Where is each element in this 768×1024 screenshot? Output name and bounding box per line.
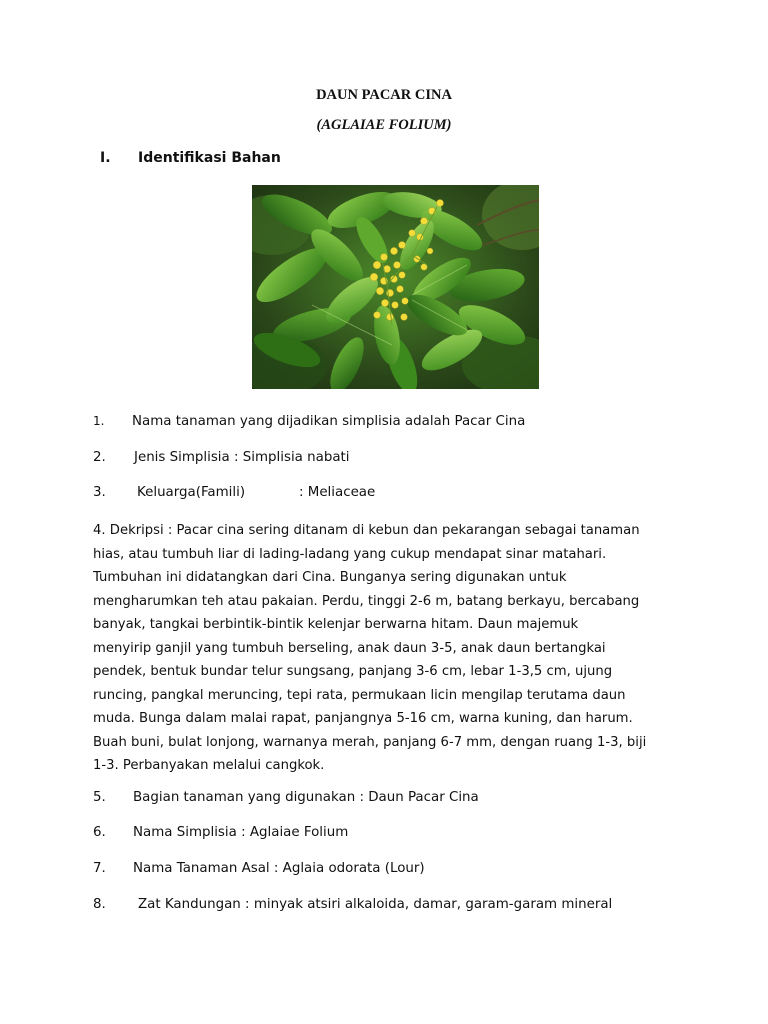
item-label: Keluarga(Famili) [137, 485, 246, 500]
item-text: Nama Simplisia : Aglaiae Folium [133, 825, 349, 840]
section-number: I. [100, 150, 111, 166]
list-item-7 [93, 861, 425, 876]
section-heading [100, 150, 281, 166]
plant-photo [252, 185, 539, 389]
document-title: DAUN PACAR CINA [316, 87, 452, 103]
item-number: 7. [93, 861, 106, 876]
list-item-1 [93, 414, 525, 429]
item-text: Zat Kandungan : minyak atsiri alkaloida, damar, garam-garam mineral [138, 897, 613, 912]
item-text: Nama Tanaman Asal : Aglaia odorata (Lour) [133, 861, 425, 876]
pacar-cina-plant-image [252, 185, 539, 389]
document-subtitle: (AGLAIAE FOLIUM) [316, 117, 452, 133]
list-item-6 [93, 825, 348, 840]
list-item-8 [93, 897, 612, 912]
item-text: Nama tanaman yang dijadikan simplisia adalah Pacar Cina [132, 414, 526, 429]
item-number: 5. [93, 790, 106, 805]
list-item-5 [93, 790, 479, 805]
item-text: Jenis Simplisia : Simplisia nabati [134, 450, 350, 465]
item-text: Bagian tanaman yang digunakan : Daun Pacar Cina [133, 790, 479, 805]
item-number: 1. [93, 414, 105, 428]
item-number: 8. [93, 897, 106, 912]
section-title: Identifikasi Bahan [138, 150, 281, 166]
item-text: Dekripsi : Pacar cina sering ditanam di kebun dan pekarangan sebagai tanaman hias, atau tumbuh liar di lading-ladang yang cukup mendapat sinar matahari. Tumbuhan ini didatangkan dari Cina. Bunganya sering digunakan untuk mengharumkan teh atau pakaian. Perdu, tinggi 2-6 m, batang berkayu, bercabang banyak, tangkai berbintik-bintik kelenjar berwarna hitam. Daun majemuk menyirip ganjil yang tumbuh berseling, anak daun 3-5, anak daun bertangkai pendek, bentuk bundar telur sungsang, panjang 3-6 cm, lebar 1-3,5 cm, ujung runcing, pangkal meruncing, tepi rata, permukaan licin mengilap terutama daun muda. Bunga dalam malai rapat, panjangnya 5-16 cm, warna kuning, dan harum. Buah buni, bulat lonjong, warnanya merah, panjang 6-7 mm, dengan ruang 1-3, biji 1-3. Perbanyakan melalui cangkok. [93, 523, 647, 773]
item-number: 3. [93, 485, 106, 500]
list-item-2 [93, 450, 350, 465]
item-number: 6. [93, 825, 106, 840]
list-item-3 [93, 485, 375, 500]
item-number: 4. [93, 523, 106, 538]
item-number: 2. [93, 450, 106, 465]
item-value: : Meliaceae [299, 485, 376, 500]
list-item-4-description [93, 519, 693, 778]
